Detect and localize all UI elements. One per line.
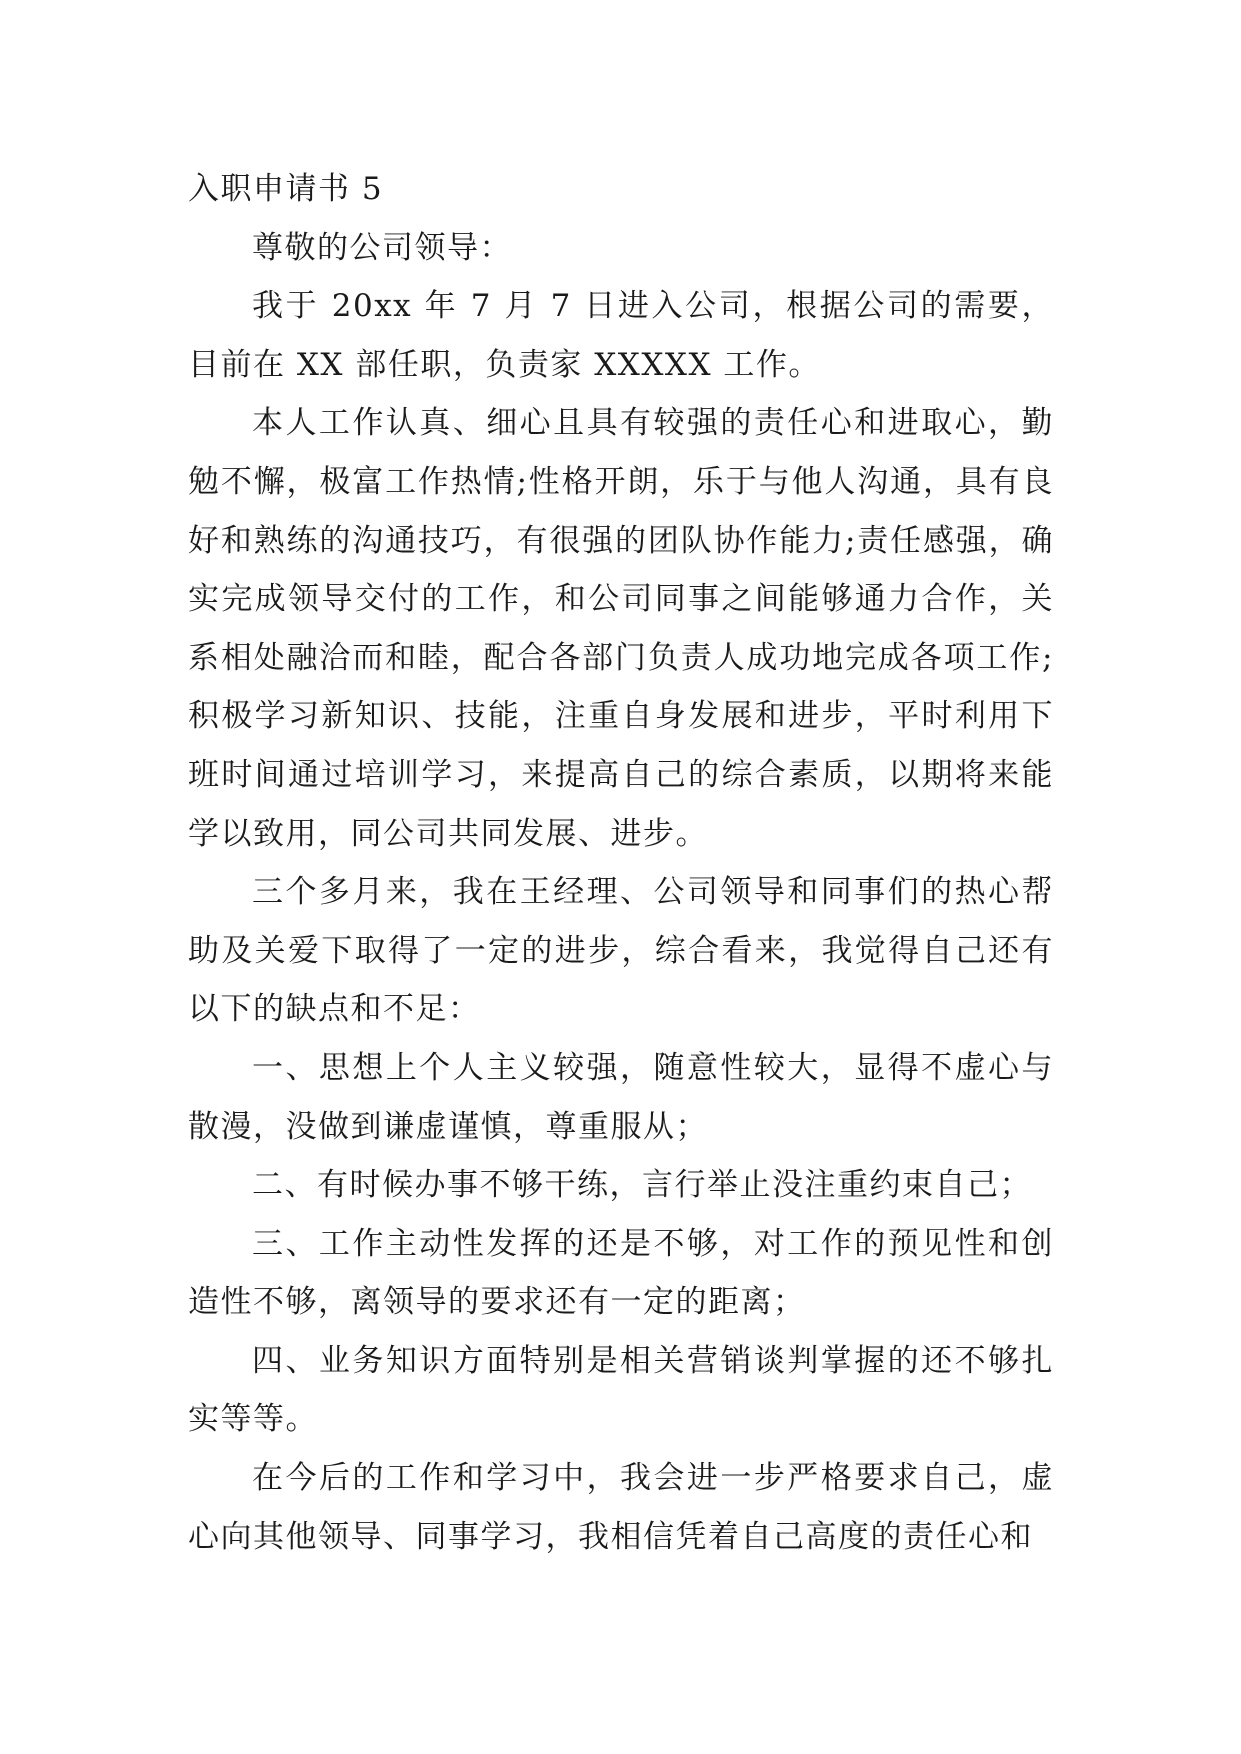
paragraph-self-assessment: 本人工作认真、细心且具有较强的责任心和进取心，勤勉不懈，极富工作热情;性格开朗，乐于与他人沟通，具有良好和熟练的沟通技巧，有很强的团队协作能力;责任感强，确实完成领导交付的工作，和公司同事之间能够通力合作，关系相处融洽而和睦，配合各部门负责人成功地完成各项工作;积极学习新知识、技能，注重自身发展和进步，平时利用下班时间通过培训学习，来提高自己的综合素质，以期将来能学以致用，同公司共同发展、进步。	[188, 405, 1054, 852]
paragraph-shortcoming-2: 二、有时候办事不够干练，言行举止没注重约束自己；	[252, 1167, 1032, 1204]
paragraph-shortcoming-1: 一、思想上个人主义较强，随意性较大，显得不虚心与散漫，没做到谦虚谨慎，尊重服从；	[188, 1049, 1054, 1145]
paragraph-future-plan: 在今后的工作和学习中，我会进一步严格要求自己，虚心向其他领导、同事学习，我相信凭着自己高度的责任心和	[188, 1460, 1054, 1555]
paragraph-shortcomings-intro: 三个多月来，我在王经理、公司领导和同事们的热心帮助及关爱下取得了一定的进步，综合看来，我觉得自己还有以下的缺点和不足：	[188, 874, 1054, 1028]
greeting-line: 尊敬的公司领导：	[252, 229, 512, 266]
document-body	[188, 160, 1054, 1566]
paragraph-employment-info: 我于 20xx 年 7 月 7 日进入公司，根据公司的需要，目前在 XX 部任职，负责家 XXXXX 工作。	[188, 288, 1054, 383]
paragraph-shortcoming-3: 三、工作主动性发挥的还是不够，对工作的预见性和创造性不够，离领导的要求还有一定的距离；	[188, 1225, 1054, 1321]
paragraph-shortcoming-4: 四、业务知识方面特别是相关营销谈判掌握的还不够扎实等等。	[188, 1342, 1054, 1438]
document-title: 入职申请书 5	[188, 171, 384, 207]
